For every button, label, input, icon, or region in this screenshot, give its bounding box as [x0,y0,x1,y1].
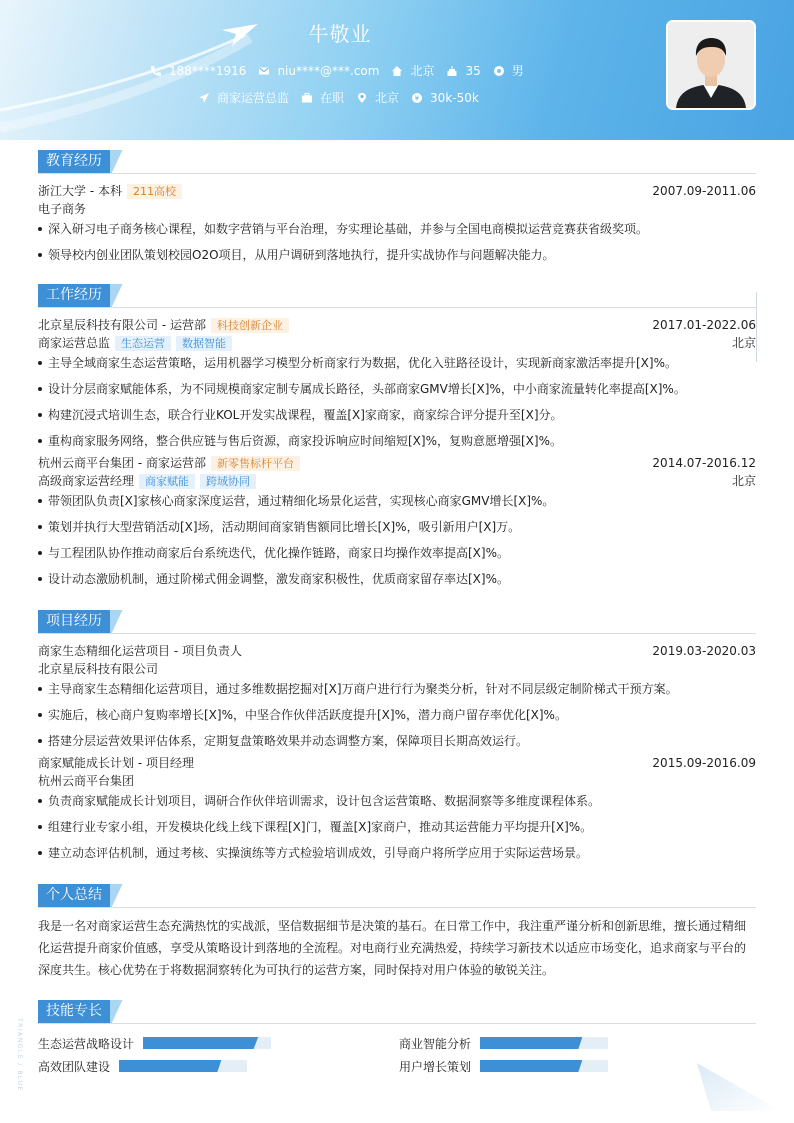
school-name: 浙江大学 - 本科 [38,184,122,198]
skills-section [38,1000,756,1077]
skill-item [399,1057,608,1075]
age-item [446,64,480,78]
home-icon [391,65,403,77]
skill-bar-fill [143,1037,258,1049]
role-tag: 跨域协同 [200,474,256,489]
section-header [38,1000,756,1024]
major: 电子商务 [38,202,87,216]
job-bullets [38,354,756,450]
skill-item [38,1034,271,1052]
email-item [258,64,379,78]
education-section [38,150,756,272]
mail-icon [258,65,270,77]
cake-icon [446,65,458,77]
education-school-line [38,182,756,200]
company-tag: 新零售标杆平台 [211,456,300,471]
list-item: 主导全域商家生态运营策略，运用机器学习模型分析商家行为数据，优化入驻路径设计，实现新商家激活率提升[X]%。 [38,354,756,372]
job-location: 北京 [731,474,756,488]
gender-text: 男 [511,64,524,78]
corner-triangle-decoration [697,1063,781,1113]
list-item: 策划并执行大型营销活动[X]场，活动期间商家销售额同比增长[X]%，吸引新用户[X]万。 [38,518,756,536]
location-pin-icon [356,92,368,104]
job-bullets [38,492,756,588]
job-period: 2014.07-2016.12 [652,456,756,470]
project-bullets [38,680,756,750]
salary-item [411,91,479,105]
job-intent-row [198,89,491,106]
avatar [666,20,756,110]
skill-bar [143,1037,271,1049]
role-tag: 生态运营 [115,336,171,351]
skills-list [38,1032,756,1077]
skill-bar [480,1037,608,1049]
salary-text: 30k-50k [430,90,479,105]
city-item [391,62,434,79]
list-item: 搭建分层运营效果评估体系，定期复盘策略效果并动态调整方案，保障项目长期高效运行。 [38,732,756,750]
project-entry [38,642,756,750]
list-item: 负责商家赋能成长计划项目，调研合作伙伴培训需求，设计包含运营策略、数据洞察等多维度课程体系。 [38,792,756,810]
skill-bar [480,1060,608,1072]
job-entry [38,316,756,450]
list-item: 实施后，核心商户复购率增长[X]%，中坚合作伙伴活跃度提升[X]%，潜力商户留存率优化[X]%。 [38,706,756,724]
city-text: 北京 [410,64,435,78]
job-role: 高级商家运营经理 [38,474,135,488]
project-org: 杭州云商平台集团 [38,774,135,788]
candidate-name: 牛敬业 [308,22,372,46]
list-item: 带领团队负责[X]家核心商家深度运营，通过精细化场景化运营，实现核心商家GMV增长[X]%。 [38,492,756,510]
skill-item [38,1057,247,1075]
list-item: 构建沉浸式培训生态，联合行业KOL开发实战课程，覆盖[X]家商家，商家综合评分提升至[X]分。 [38,406,756,424]
list-item: 组建行业专家小组，开发模块化线上线下课程[X]门，覆盖[X]家商户，推动其运营能力平均提升[X]%。 [38,818,756,836]
email-text: niu****@***.com [277,63,380,78]
skill-name: 商业智能分析 [399,1036,472,1051]
list-item: 主导商家生态精细化运营项目，通过多维数据挖掘对[X]万商户进行行为聚类分析，针对不同层级定制阶梯式干预方案。 [38,680,756,698]
summary-text: 我是一名对商家运营生态充满热忱的实战派，坚信数据细节是决策的基石。在日常工作中，我注重严谨分析和创新思维，擅长通过精细化运营提升商家价值感，享受从策略设计到落地的全流程。对电商行业充满热爱，持续学习新技术以适应市场变化，追求商家与平台的深度共生。核心优势在于将数据洞察转化为可执行的运营方案，同时保持对用户体验的敏锐关注。 [38,919,747,977]
section-header [38,884,756,908]
target-city-text: 北京 [375,91,400,105]
target-city-item [356,89,399,106]
position-text: 商家运营总监 [217,91,290,105]
project-period: 2015.09-2016.09 [652,756,756,770]
section-header [38,150,756,174]
education-bullets [38,220,756,264]
section-title: 项目经历 [38,610,110,633]
company-tag: 科技创新企业 [211,318,289,333]
phone-icon [150,65,162,77]
skill-bar-fill [480,1060,582,1072]
position-item [198,89,289,106]
phone-item [150,64,246,78]
skill-bar-fill [480,1037,582,1049]
job-entry [38,454,756,588]
section-title: 个人总结 [38,884,110,907]
skill-bar-fill [119,1060,221,1072]
age-text: 35 [465,63,481,78]
project-name: 商家赋能成长计划 - 项目经理 [38,756,194,770]
summary-section [38,884,756,981]
project-name: 商家生态精细化运营项目 - 项目负责人 [38,644,242,658]
section-header [38,610,756,634]
company-name: 杭州云商平台集团 - 商家运营部 [38,456,206,470]
role-tag: 数据智能 [176,336,232,351]
education-period: 2007.09-2011.06 [652,184,756,198]
money-icon [411,92,423,104]
list-item: 领导校内创业团队策划校园O2O项目，从用户调研到落地执行，提升实战协作与问题解决能力。 [38,246,756,264]
portrait-photo [668,22,754,108]
job-location: 北京 [731,336,756,350]
list-item: 重构商家服务网络，整合供应链与售后资源，商家投诉响应时间缩短[X]%，复购意愿增强[X]%。 [38,432,756,450]
resume-header [0,0,794,140]
watermark-text: TRIANGLE / BLUE [16,1018,23,1092]
skill-item [399,1034,608,1052]
skill-bar [119,1060,247,1072]
svg-text:¥: ¥ [414,94,420,102]
project-org: 北京星辰科技有限公司 [38,662,159,676]
list-item: 与工程团队协作推动商家后台系统迭代，优化操作链路，商家日均操作效率提高[X]%。 [38,544,756,562]
briefcase-icon [301,92,313,104]
job-role: 商家运营总监 [38,336,111,350]
projects-section [38,610,756,870]
company-name: 北京星辰科技有限公司 - 运营部 [38,318,206,332]
status-text: 在职 [320,91,345,105]
list-item: 深入研习电子商务核心课程，如数字营销与平台治理，夯实理论基础，并参与全国电商模拟运营竞赛获省级奖项。 [38,220,756,238]
send-icon [198,92,210,104]
skill-name: 用户增长策划 [399,1059,472,1074]
project-period: 2019.03-2020.03 [652,644,756,658]
section-title: 工作经历 [38,284,110,307]
school-tag: 211高校 [127,184,182,199]
section-title: 技能专长 [38,1000,110,1023]
gender-item [493,62,524,79]
phone-text: 188****1916 [169,63,247,78]
list-item: 建立动态评估机制，通过考核、实操演练等方式检验培训成效，引导商户将所学应用于实际运营场景。 [38,844,756,862]
status-item [301,89,344,106]
gender-icon [493,65,505,77]
contact-row [150,62,536,79]
skill-name: 生态运营战略设计 [38,1036,135,1051]
work-section [38,284,756,596]
section-title: 教育经历 [38,150,110,173]
role-tag: 商家赋能 [139,474,195,489]
section-header [38,284,756,308]
skill-name: 高效团队建设 [38,1059,111,1074]
list-item: 设计动态激励机制，通过阶梯式佣金调整，激发商家积极性，优质商家留存率达[X]%。 [38,570,756,588]
project-bullets [38,792,756,862]
project-entry [38,754,756,862]
job-period: 2017.01-2022.06 [652,318,756,332]
list-item: 设计分层商家赋能体系，为不同规模商家定制专属成长路径，头部商家GMV增长[X]%，中小商家流量转化率提高[X]%。 [38,380,756,398]
